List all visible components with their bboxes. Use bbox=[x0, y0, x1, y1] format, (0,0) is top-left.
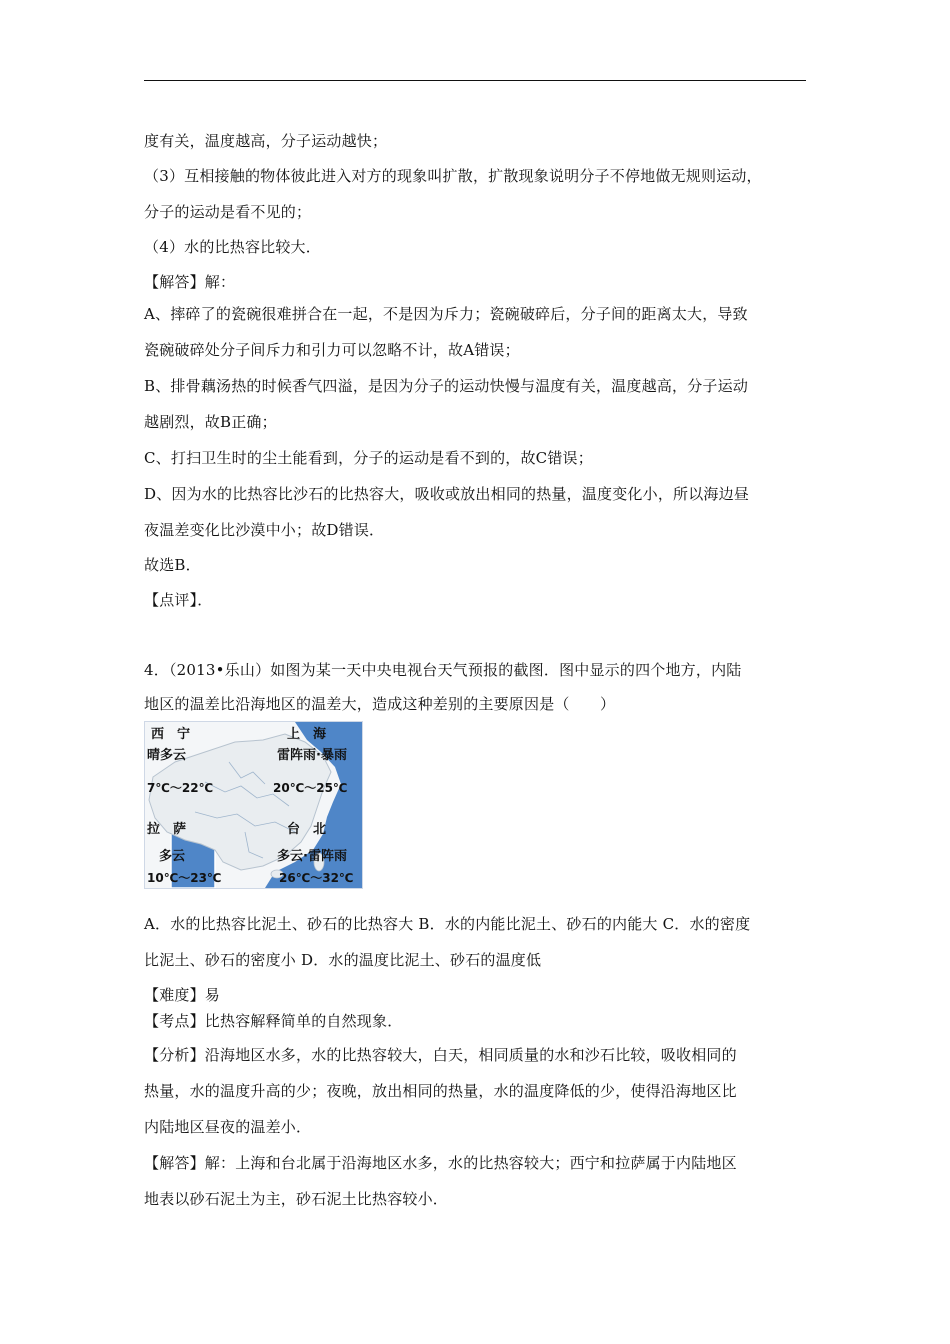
text-line: （3）互相接触的物体彼此进入对方的现象叫扩散，扩散现象说明分子不停地做无规则运动， bbox=[144, 167, 762, 185]
answer-options: A．水的比热容比泥土、砂石的比热容大 B．水的内能比泥土、砂石的内能大 C．水的密度 bbox=[144, 915, 751, 933]
text-line: （4）水的比热容比较大． bbox=[144, 238, 321, 256]
text-line: B、排骨藕汤热的时候香气四溢，是因为分子的运动快慢与温度有关，温度越高，分子运动 bbox=[144, 377, 749, 395]
answer-options: 比泥土、砂石的密度小 D．水的温度比泥土、砂石的温度低 bbox=[144, 951, 542, 969]
solution-line: 【解答】解：上海和台北属于沿海地区水多，水的比热容较大；西宁和拉萨属于内陆地区 bbox=[144, 1154, 737, 1172]
map-temp-taibei: 26℃～32℃ bbox=[279, 871, 354, 885]
analysis-line: 【分析】沿海地区水多，水的比热容较大，白天，相同质量的水和沙石比较，吸收相同的 bbox=[144, 1046, 737, 1064]
comment-heading: 【点评】． bbox=[144, 591, 213, 609]
text-line: 故选B． bbox=[144, 556, 201, 574]
map-weather-xining: 晴多云 bbox=[147, 748, 187, 763]
header-rule bbox=[144, 80, 806, 81]
text-line: C、打扫卫生时的尘土能看到，分子的运动是看不到的，故C错误； bbox=[144, 449, 593, 467]
text-line: A、摔碎了的瓷碗很难拼合在一起，不是因为斥力；瓷碗破碎后，分子间的距离太大，导致 bbox=[144, 305, 748, 323]
map-weather-lasa: 多云 bbox=[159, 849, 186, 864]
question-stem: 4．（2013•乐山）如图为某一天中央电视台天气预报的截图．图中显示的四个地方，内陆 bbox=[144, 661, 742, 679]
answer-heading: 【解答】解： bbox=[144, 273, 236, 291]
text-line: 度有关，温度越高，分子运动越快； bbox=[144, 132, 388, 150]
map-city-taibei: 台 北 bbox=[287, 822, 327, 837]
map-city-xining: 西 宁 bbox=[151, 727, 191, 742]
text-line: 夜温差变化比沙漠中小；故D错误． bbox=[144, 521, 385, 539]
text-line: 分子的运动是看不见的； bbox=[144, 203, 312, 221]
analysis-line: 热量，水的温度升高的少；夜晚，放出相同的热量，水的温度降低的少，使得沿海地区比 bbox=[144, 1082, 737, 1100]
map-temp-xining: 7℃～22℃ bbox=[147, 781, 214, 795]
text-line: 瓷碗破碎处分子间斥力和引力可以忽略不计，故A错误； bbox=[144, 341, 520, 359]
weather-map-image bbox=[144, 721, 363, 889]
text-line: 越剧烈，故B正确； bbox=[144, 413, 277, 431]
difficulty-line: 【难度】易 bbox=[144, 986, 221, 1004]
map-weather-taibei: 多云·雷阵雨 bbox=[277, 849, 347, 864]
analysis-line: 内陆地区昼夜的温差小． bbox=[144, 1118, 312, 1136]
solution-line: 地表以砂石泥土为主，砂石泥土比热容较小． bbox=[144, 1190, 449, 1208]
map-city-lasa: 拉 萨 bbox=[147, 822, 187, 837]
map-weather-shanghai: 雷阵雨·暴雨 bbox=[277, 748, 347, 763]
map-city-shanghai: 上 海 bbox=[287, 727, 327, 742]
topic-line: 【考点】比热容解释简单的自然现象． bbox=[144, 1012, 403, 1030]
map-temp-shanghai: 20℃～25℃ bbox=[273, 781, 348, 795]
question-stem: 地区的温差比沿海地区的温差大，造成这种差别的主要原因是（ ） bbox=[144, 695, 616, 713]
text-line: D、因为水的比热容比沙石的比热容大，吸收或放出相同的热量，温度变化小，所以海边昼 bbox=[144, 485, 750, 503]
map-temp-lasa: 10℃～23℃ bbox=[147, 871, 222, 885]
